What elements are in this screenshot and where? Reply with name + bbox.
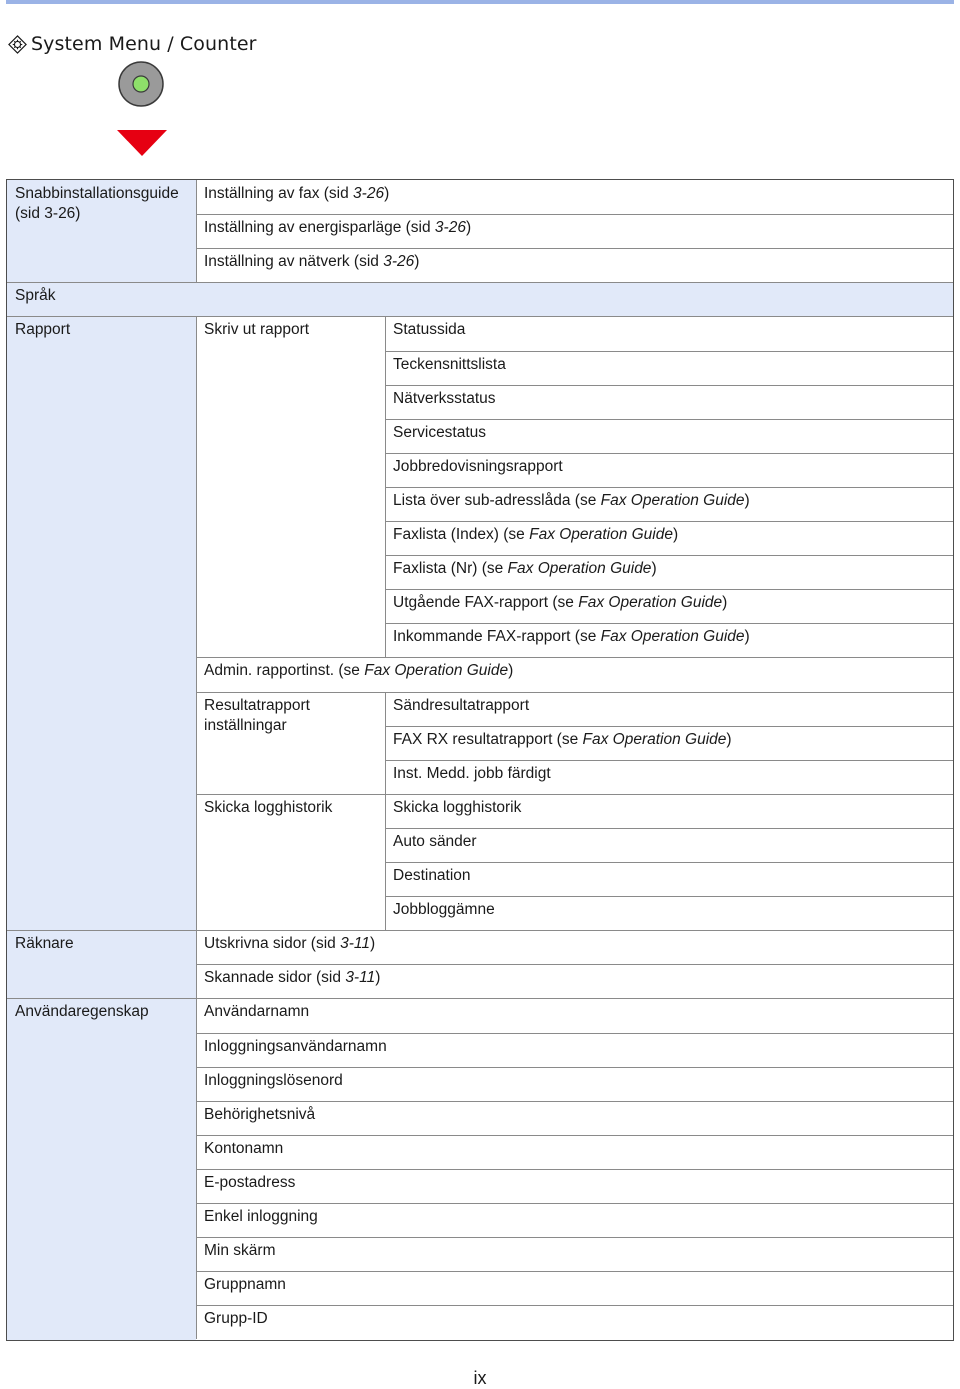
- report-item[interactable]: Statussida: [393, 321, 466, 338]
- result-report-item[interactable]: Sändresultatrapport: [393, 697, 530, 714]
- report-item[interactable]: Utgående FAX-rapport (se Fax Operation Guide): [393, 594, 728, 611]
- row-divider: [385, 589, 953, 590]
- row-divider: [385, 726, 953, 727]
- row-divider: [196, 1203, 953, 1204]
- report-item[interactable]: Teckensnittslista: [393, 356, 506, 373]
- row-divider: [385, 623, 953, 624]
- row-divider: [385, 828, 953, 829]
- row-divider: [385, 453, 953, 454]
- menu-item-user-property[interactable]: Användaregenskap: [7, 998, 196, 1340]
- menu-item-report[interactable]: Rapport: [7, 316, 196, 930]
- row-divider: [385, 351, 953, 352]
- row-divider: [196, 657, 953, 658]
- counter-item[interactable]: Utskrivna sidor (sid 3-11): [204, 935, 376, 952]
- row-divider: [385, 487, 953, 488]
- user-property-item[interactable]: Användarnamn: [204, 1003, 310, 1020]
- submenu-item[interactable]: Inställning av fax (sid 3-26): [204, 185, 390, 202]
- user-property-item[interactable]: Enkel inloggning: [204, 1208, 318, 1225]
- row-divider: [7, 282, 953, 283]
- gear-diamond-icon: [8, 35, 27, 54]
- report-item[interactable]: Jobbredovisningsrapport: [393, 458, 563, 475]
- user-property-item[interactable]: Kontonamn: [204, 1140, 284, 1157]
- menu-item-counter[interactable]: Räknare: [7, 930, 196, 998]
- column-divider: [385, 316, 386, 657]
- page-number: ix: [473, 1368, 487, 1388]
- row-divider: [196, 1169, 953, 1170]
- report-item[interactable]: Faxlista (Nr) (se Fax Operation Guide): [393, 560, 657, 577]
- row-divider: [196, 1101, 953, 1102]
- user-property-item[interactable]: Grupp-ID: [204, 1310, 268, 1327]
- send-log-item[interactable]: Jobbloggämne: [393, 901, 495, 918]
- report-item[interactable]: Faxlista (Index) (se Fax Operation Guide): [393, 526, 679, 543]
- row-divider: [7, 930, 953, 931]
- user-property-item[interactable]: Behörighetsnivå: [204, 1106, 316, 1123]
- user-property-item[interactable]: Min skärm: [204, 1242, 276, 1259]
- row-divider: [196, 1271, 953, 1272]
- row-divider: [385, 419, 953, 420]
- row-divider: [385, 760, 953, 761]
- row-divider: [7, 998, 953, 999]
- row-divider: [196, 248, 953, 249]
- row-divider: [196, 214, 953, 215]
- row-divider: [385, 862, 953, 863]
- row-divider: [385, 521, 953, 522]
- menu-item-quick-setup[interactable]: Snabbinstallationsguide (sid 3-26): [7, 180, 196, 282]
- column-divider: [196, 316, 197, 1339]
- report-item[interactable]: Inkommande FAX-rapport (se Fax Operation Guide): [393, 628, 750, 645]
- user-property-item[interactable]: E-postadress: [204, 1174, 296, 1191]
- row-divider: [7, 316, 953, 317]
- submenu-print-report[interactable]: Skriv ut rapport: [204, 321, 310, 338]
- row-divider: [196, 1135, 953, 1136]
- submenu-send-log[interactable]: Skicka logghistorik: [204, 799, 333, 816]
- user-property-item[interactable]: Inloggningsanvändarnamn: [204, 1038, 387, 1055]
- send-log-item[interactable]: Auto sänder: [393, 833, 477, 850]
- row-divider: [196, 1237, 953, 1238]
- system-menu-tree: [6, 179, 954, 1341]
- result-report-item[interactable]: FAX RX resultatrapport (se Fax Operation Guide): [393, 731, 732, 748]
- row-divider: [385, 555, 953, 556]
- submenu-result-report[interactable]: Resultatrapport inställningar: [204, 697, 310, 734]
- send-log-item[interactable]: Destination: [393, 867, 471, 884]
- row-divider: [385, 896, 953, 897]
- page-title: System Menu / Counter: [31, 33, 257, 55]
- user-property-item[interactable]: Gruppnamn: [204, 1276, 286, 1293]
- row-divider: [196, 1033, 953, 1034]
- row-divider: [196, 964, 953, 965]
- pointer-arrow-icon: [117, 130, 167, 156]
- report-item[interactable]: Lista över sub-adresslåda (se Fax Operation Guide): [393, 492, 750, 509]
- report-item[interactable]: Nätverksstatus: [393, 390, 496, 407]
- row-divider: [196, 1305, 953, 1306]
- section-heading: [8, 30, 257, 58]
- user-property-item[interactable]: Inloggningslösenord: [204, 1072, 343, 1089]
- column-divider: [196, 180, 197, 282]
- submenu-admin-report[interactable]: Admin. rapportinst. (se Fax Operation Guide): [204, 662, 514, 679]
- submenu-item[interactable]: Inställning av energisparläge (sid 3-26): [204, 219, 472, 236]
- column-divider: [385, 692, 386, 930]
- row-divider: [385, 385, 953, 386]
- row-divider: [196, 794, 953, 795]
- report-item[interactable]: Servicestatus: [393, 424, 487, 441]
- menu-item-language[interactable]: Språk: [7, 282, 953, 316]
- row-divider: [196, 692, 953, 693]
- send-log-item[interactable]: Skicka logghistorik: [393, 799, 522, 816]
- submenu-item[interactable]: Inställning av nätverk (sid 3-26): [204, 253, 420, 270]
- system-menu-counter-key-icon: [118, 61, 164, 107]
- row-divider: [196, 1067, 953, 1068]
- top-rule: [6, 0, 954, 4]
- result-report-item[interactable]: Inst. Medd. jobb färdigt: [393, 765, 551, 782]
- counter-item[interactable]: Skannade sidor (sid 3-11): [204, 969, 381, 986]
